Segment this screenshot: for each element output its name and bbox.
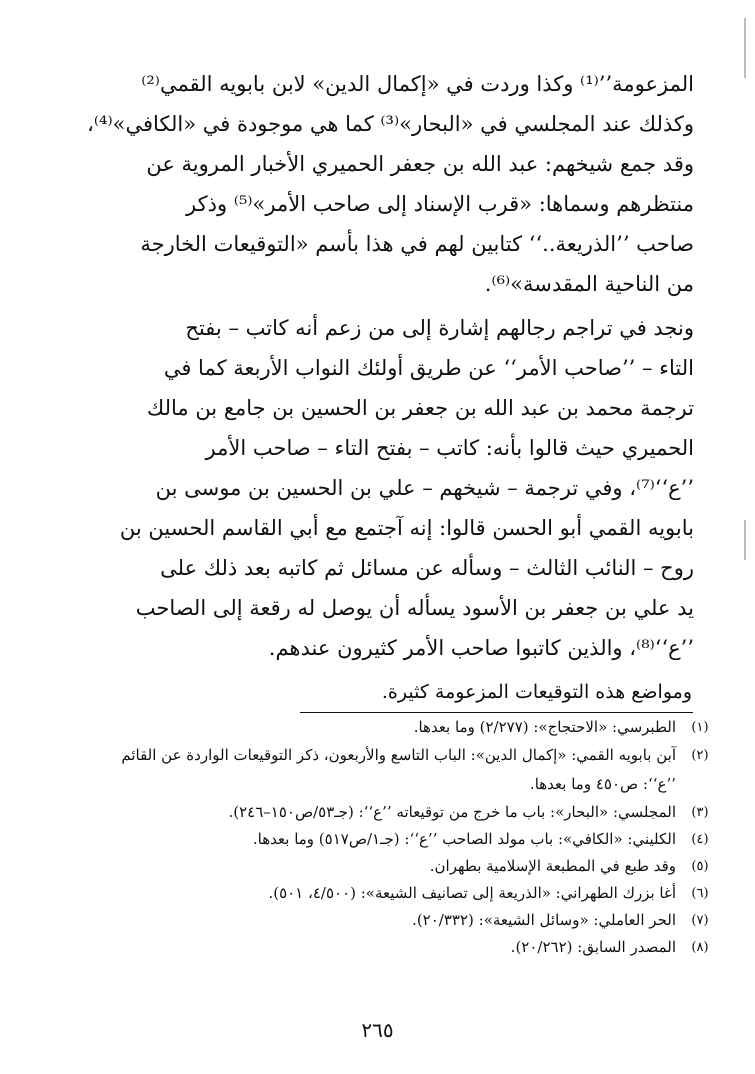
text-line: منتظرهم وسماها: «قرب الإسناد إلى صاحب الأمر»⁽⁵⁾ وذكر <box>186 192 694 216</box>
footnote-number: (٥) <box>691 859 709 874</box>
footnote-text: المجلسي: «البحار»: باب ما خرج من توقيعاته ’’ع‘‘: (جـ٥٣/ص١٥٠–٢٤٦). <box>228 803 676 821</box>
footnote-text: أغا بزرك الطهراني: «الذريعة إلى تصانيف الشيعة»: (٤/٥٠٠، ٥٠١). <box>268 884 676 902</box>
text-line: ترجمة محمد بن عبد الله بن جعفر بن الحسين بن جامع بن مالك <box>146 396 694 420</box>
text-line: ’’ع‘‘⁽⁷⁾، وفي ترجمة – شيخهم – علي بن الحسين بن موسى بن <box>155 476 694 500</box>
text-line: يد علي بن جعفر بن الأسود يسأله أن يوصل له رقعة إلى الصاحب <box>135 596 694 620</box>
footnote-text: الطبرسي: «الاحتجاج»: (٢/٢٧٧) وما بعدها. <box>413 718 676 736</box>
text-line: من الناحية المقدسة»⁽⁶⁾. <box>484 272 694 296</box>
footnote-divider <box>300 712 693 713</box>
footnote-text: الحر العاملي: «وسائل الشيعة»: (٢٠/٣٣٢). <box>412 911 676 929</box>
text-line: وقد جمع شيخهم: عبد الله بن جعفر الحميري الأخبار المروية عن <box>146 152 694 176</box>
footnote-number: (٧) <box>691 913 709 928</box>
footnote-item <box>118 826 714 853</box>
text-line: المزعومة’’⁽¹⁾ وكذا وردت في «إكمال الدين» لابن بابويه القمي⁽²⁾ <box>141 72 694 96</box>
footnote-item <box>118 907 714 934</box>
footnote-text: وقد طبع في المطبعة الإسلامية بطهران. <box>429 857 676 875</box>
text-line: ونجد في تراجم رجالهم إشارة إلى من زعم أنه كاتب – بفتح <box>185 316 694 340</box>
footnote-number: (١) <box>691 720 709 735</box>
text-line: الحميري حيث قالوا بأنه: كاتب – بفتح التاء – صاحب الأمر <box>205 436 694 460</box>
scan-edge-mark <box>744 520 746 560</box>
text-line: ’’ع‘‘⁽⁸⁾، والذين كاتبوا صاحب الأمر كثيرون عندهم. <box>268 636 694 660</box>
text-line: روح – النائب الثالث – وسأله عن مسائل ثم كاتبه بعد ذلك على <box>160 556 694 580</box>
footnote-text: آبن بابويه القمي: «إكمال الدين»: الباب التاسع والأربعون، ذكر التوقيعات الواردة عن القائم ’’ع‘‘: ص٤٥٠ وما بعدها. <box>121 746 676 793</box>
footnote-item <box>118 853 714 880</box>
footnote-item <box>118 934 714 961</box>
footnote-item <box>118 799 714 826</box>
footnotes <box>118 714 714 961</box>
footnote-text: المصدر السابق: (٢٠/٢٦٢). <box>510 938 676 956</box>
footnote-number: (٨) <box>691 940 709 955</box>
text-line: وكذلك عند المجلسي في «البحار»⁽³⁾ كما هي موجودة في «الكافي»⁽⁴⁾، <box>87 112 694 136</box>
text-line: بابويه القمي أبو الحسن قالوا: إنه آجتمع مع أبي القاسم الحسين بن <box>119 516 694 540</box>
footnote-number: (٣) <box>691 805 709 820</box>
paragraph-2 <box>119 308 694 668</box>
closing-line: ومواضع هذه التوقيعات المزعومة كثيرة. <box>381 681 692 703</box>
footnote-item <box>118 714 714 741</box>
text-line: التاء – ’’صاحب الأمر‘‘ عن طريق أولئك النواب الأربعة كما في <box>163 356 694 380</box>
footnote-number: (٤) <box>691 832 709 847</box>
scan-edge-mark <box>744 18 746 78</box>
footnote-item <box>118 741 714 799</box>
footnote-item <box>118 880 714 907</box>
paragraph-1 <box>87 64 694 304</box>
text-line: صاحب ’’الذريعة..‘‘ كتابين لهم في هذا بأسم «التوقيعات الخارجة <box>140 232 694 256</box>
page-number: ٢٦٥ <box>361 1018 394 1042</box>
footnote-number: (٦) <box>691 886 709 901</box>
footnote-text: الكليني: «الكافي»: باب مولد الصاحب ’’ع‘‘: (جـ١/ص٥١٧) وما بعدها. <box>252 830 676 848</box>
footnote-number: (٢) <box>691 748 709 763</box>
